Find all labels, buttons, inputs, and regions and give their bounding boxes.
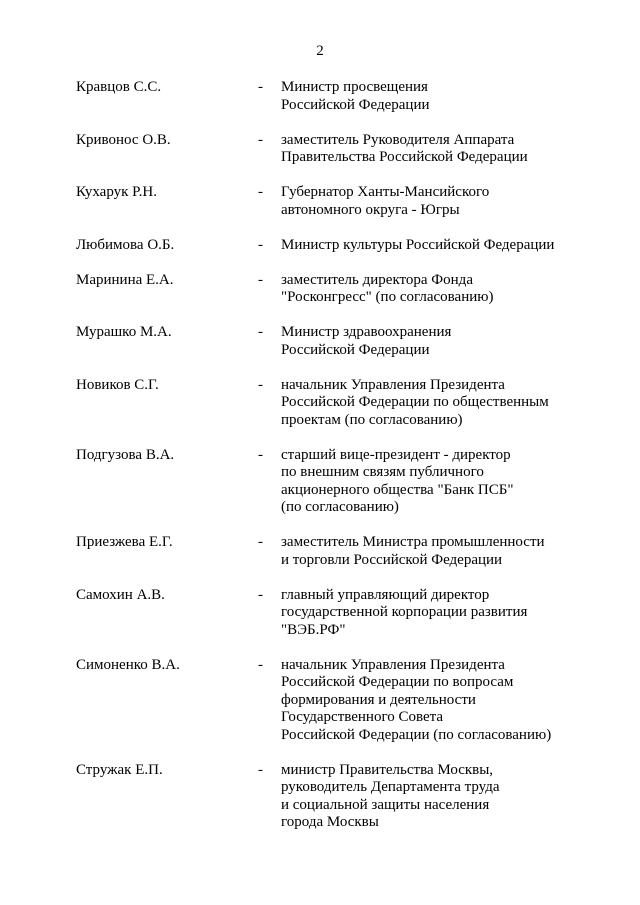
member-name: Кривонос О.В. [76, 131, 171, 148]
member-role [281, 184, 621, 219]
role-line: Правительства Российской Федерации [281, 149, 528, 165]
role-line: Российской Федерации по общественным [281, 394, 549, 410]
dash-separator: - [258, 271, 263, 288]
list-item [0, 237, 640, 255]
list-item [0, 272, 640, 307]
member-name: Маринина Е.А. [76, 271, 174, 288]
dash-separator: - [258, 324, 263, 340]
member-name: Мурашко М.А. [76, 324, 172, 340]
member-role [281, 79, 621, 114]
member-role [281, 587, 621, 640]
list-item [0, 447, 640, 517]
role-line: Российской Федерации (по согласованию) [281, 726, 552, 743]
member-role [281, 272, 621, 307]
member-role [281, 762, 621, 832]
member-role [281, 237, 621, 255]
role-line: Министр здравоохранения [281, 324, 452, 340]
list-item [0, 587, 640, 640]
dash-separator: - [258, 236, 263, 253]
role-line: начальник Управления Президента [281, 656, 505, 673]
role-line: заместитель директора Фонда [281, 271, 473, 288]
dash-separator: - [258, 376, 263, 393]
role-line: заместитель Руководителя Аппарата [281, 131, 515, 148]
role-line: автономного округа - Югры [281, 201, 460, 218]
role-line: по внешним связям публичного [281, 464, 484, 480]
member-list [0, 79, 640, 849]
member-name: Самохин А.В. [76, 586, 165, 603]
list-item [0, 377, 640, 430]
role-line: (по согласованию) [281, 499, 399, 515]
dash-separator: - [258, 656, 263, 673]
role-line: формирования и деятельности [281, 691, 476, 708]
dash-separator: - [258, 131, 263, 148]
role-line: Министр культуры Российской Федерации [281, 236, 555, 253]
role-line: проектам (по согласованию) [281, 411, 463, 428]
member-role [281, 377, 621, 430]
list-item [0, 79, 640, 114]
role-line: руководитель Департамента труда [281, 779, 500, 795]
member-name: Новиков С.Г. [76, 376, 159, 393]
dash-separator: - [258, 761, 263, 778]
role-line: Российской Федерации по вопросам [281, 674, 514, 690]
list-item [0, 534, 640, 569]
role-line: акционерного общества "Банк ПСБ" [281, 481, 514, 498]
role-line: "Росконгресс" (по согласованию) [281, 289, 494, 305]
member-name: Любимова О.Б. [76, 236, 175, 253]
dash-separator: - [258, 534, 263, 550]
role-line: начальник Управления Президента [281, 376, 505, 393]
role-line: государственной корпорации развития [281, 604, 528, 620]
member-role [281, 324, 621, 359]
role-line: министр Правительства Москвы, [281, 761, 494, 778]
role-line: Российской Федерации [281, 96, 430, 113]
member-name: Кухарук Р.Н. [76, 184, 157, 200]
dash-separator: - [258, 586, 263, 603]
role-line: Губернатор Ханты-Мансийского [281, 184, 490, 200]
member-role [281, 132, 621, 167]
role-line: старший вице-президент - директор [281, 446, 511, 463]
role-line: главный управляющий директор [281, 586, 490, 603]
member-role [281, 447, 621, 517]
role-line: и социальной защиты населения [281, 796, 490, 813]
role-line: и торговли Российской Федерации [281, 551, 503, 568]
role-line: Государственного Совета [281, 709, 444, 725]
role-line: Министр просвещения [281, 79, 428, 95]
page-number: 2 [316, 43, 324, 59]
member-name: Приезжева Е.Г. [76, 534, 173, 550]
member-role [281, 657, 621, 745]
list-item [0, 132, 640, 167]
list-item [0, 657, 640, 745]
list-item [0, 324, 640, 359]
member-name: Симоненко В.А. [76, 656, 180, 673]
role-line: Российской Федерации [281, 341, 430, 358]
dash-separator: - [258, 184, 263, 200]
dash-separator: - [258, 79, 263, 95]
member-name: Стружак Е.П. [76, 761, 163, 778]
list-item [0, 762, 640, 832]
role-line: "ВЭБ.РФ" [281, 621, 346, 638]
role-line: города Москвы [281, 814, 379, 830]
member-role [281, 534, 621, 569]
member-name: Кравцов С.С. [76, 79, 162, 95]
list-item [0, 184, 640, 219]
dash-separator: - [258, 446, 263, 463]
member-name: Подгузова В.А. [76, 446, 175, 463]
role-line: заместитель Министра промышленности [281, 534, 545, 550]
